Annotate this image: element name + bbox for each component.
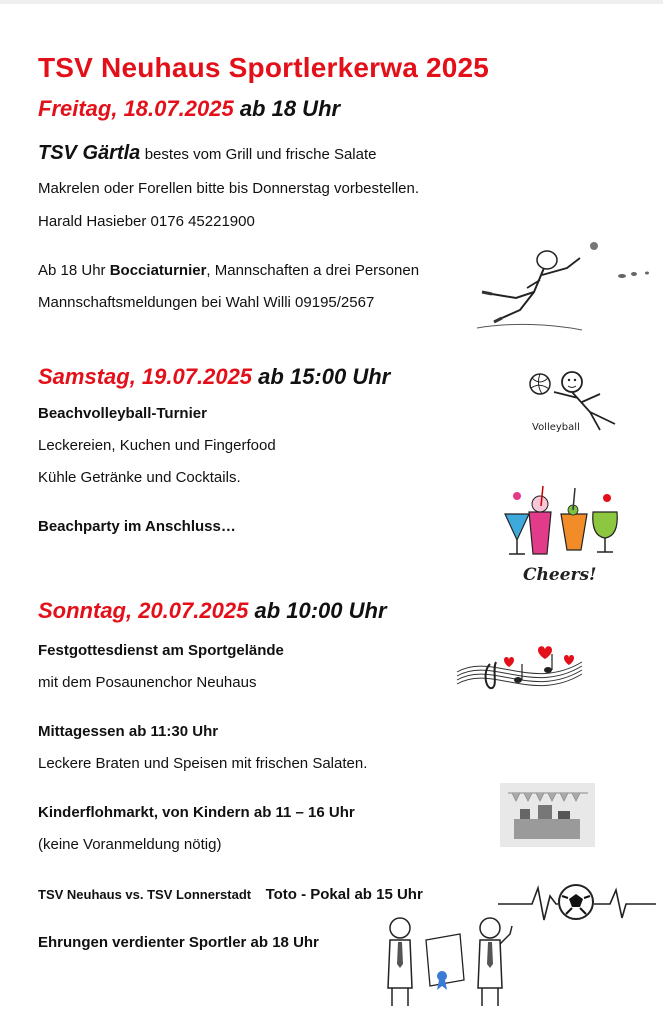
boccia-line xyxy=(38,262,419,279)
flea-market-note: (keine Voranmeldung nötig) xyxy=(38,836,222,853)
beachparty-line: Beachparty im Anschluss… xyxy=(38,518,236,535)
saturday-heading xyxy=(38,364,390,390)
music-notes-illustration xyxy=(452,642,587,702)
flea-market-line: Kinderflohmarkt, von Kindern ab 11 – 16 Uhr xyxy=(38,804,355,821)
sunday-date: Sonntag, 20.07.2025 xyxy=(38,598,249,623)
fish-preorder: Makrelen oder Forellen bitte bis Donnerstag vorbestellen. xyxy=(38,180,420,197)
contact-line: Harald Hasieber 0176 45221900 xyxy=(38,213,255,230)
friday-time: ab 18 Uhr xyxy=(239,96,341,121)
gaertla-name: TSV Gärtla xyxy=(38,142,141,164)
match-teams: TSV Neuhaus vs. TSV Lonnerstadt xyxy=(38,887,252,902)
cheers-illustration xyxy=(495,466,635,596)
award-ceremony-illustration xyxy=(378,910,523,1010)
volleyball-caption: Volleyball xyxy=(532,422,580,433)
page-title: TSV Neuhaus Sportlerkerwa 2025 xyxy=(38,52,490,83)
beachvolley-tournament: Beachvolleyball-Turnier xyxy=(38,405,207,422)
gaertla-line xyxy=(38,142,377,165)
drinks-line: Kühle Getränke und Cocktails. xyxy=(38,469,241,486)
flea-market-illustration xyxy=(500,783,595,847)
festival-service: Festgottesdienst am Sportgelände xyxy=(38,642,284,659)
lunch-desc: Leckere Braten und Speisen mit frischen Salaten. xyxy=(38,755,368,772)
choir-line: mit dem Posaunenchor Neuhaus xyxy=(38,674,257,691)
toto-cup: Toto - Pokal ab 15 Uhr xyxy=(265,886,423,903)
volleyball-illustration xyxy=(520,362,630,442)
honors-line: Ehrungen verdienter Sportler ab 18 Uhr xyxy=(38,934,319,951)
saturday-date: Samstag, 19.07.2025 xyxy=(38,364,253,389)
boccia-signup: Mannschaftsmeldungen bei Wahl Willi 09195/2567 xyxy=(38,294,375,311)
lunch-line: Mittagessen ab 11:30 Uhr xyxy=(38,723,219,740)
boccia-suffix: , Mannschaften a drei Personen xyxy=(206,262,420,279)
boccia-title: Bocciaturnier xyxy=(109,262,207,279)
sunday-heading xyxy=(38,598,387,624)
friday-heading xyxy=(38,96,340,122)
top-bar xyxy=(0,0,663,4)
sunday-time: ab 10:00 Uhr xyxy=(254,598,387,623)
friday-date: Freitag, 18.07.2025 xyxy=(38,96,234,121)
toto-match-line xyxy=(38,886,423,904)
boccia-prefix: Ab 18 Uhr xyxy=(38,262,110,279)
saturday-time: ab 15:00 Uhr xyxy=(258,364,391,389)
boccia-player-illustration xyxy=(472,240,657,335)
cheers-caption: Cheers! xyxy=(523,565,597,585)
gaertla-desc: bestes vom Grill und frische Salate xyxy=(144,146,377,163)
food-line: Leckereien, Kuchen und Fingerfood xyxy=(38,437,276,454)
